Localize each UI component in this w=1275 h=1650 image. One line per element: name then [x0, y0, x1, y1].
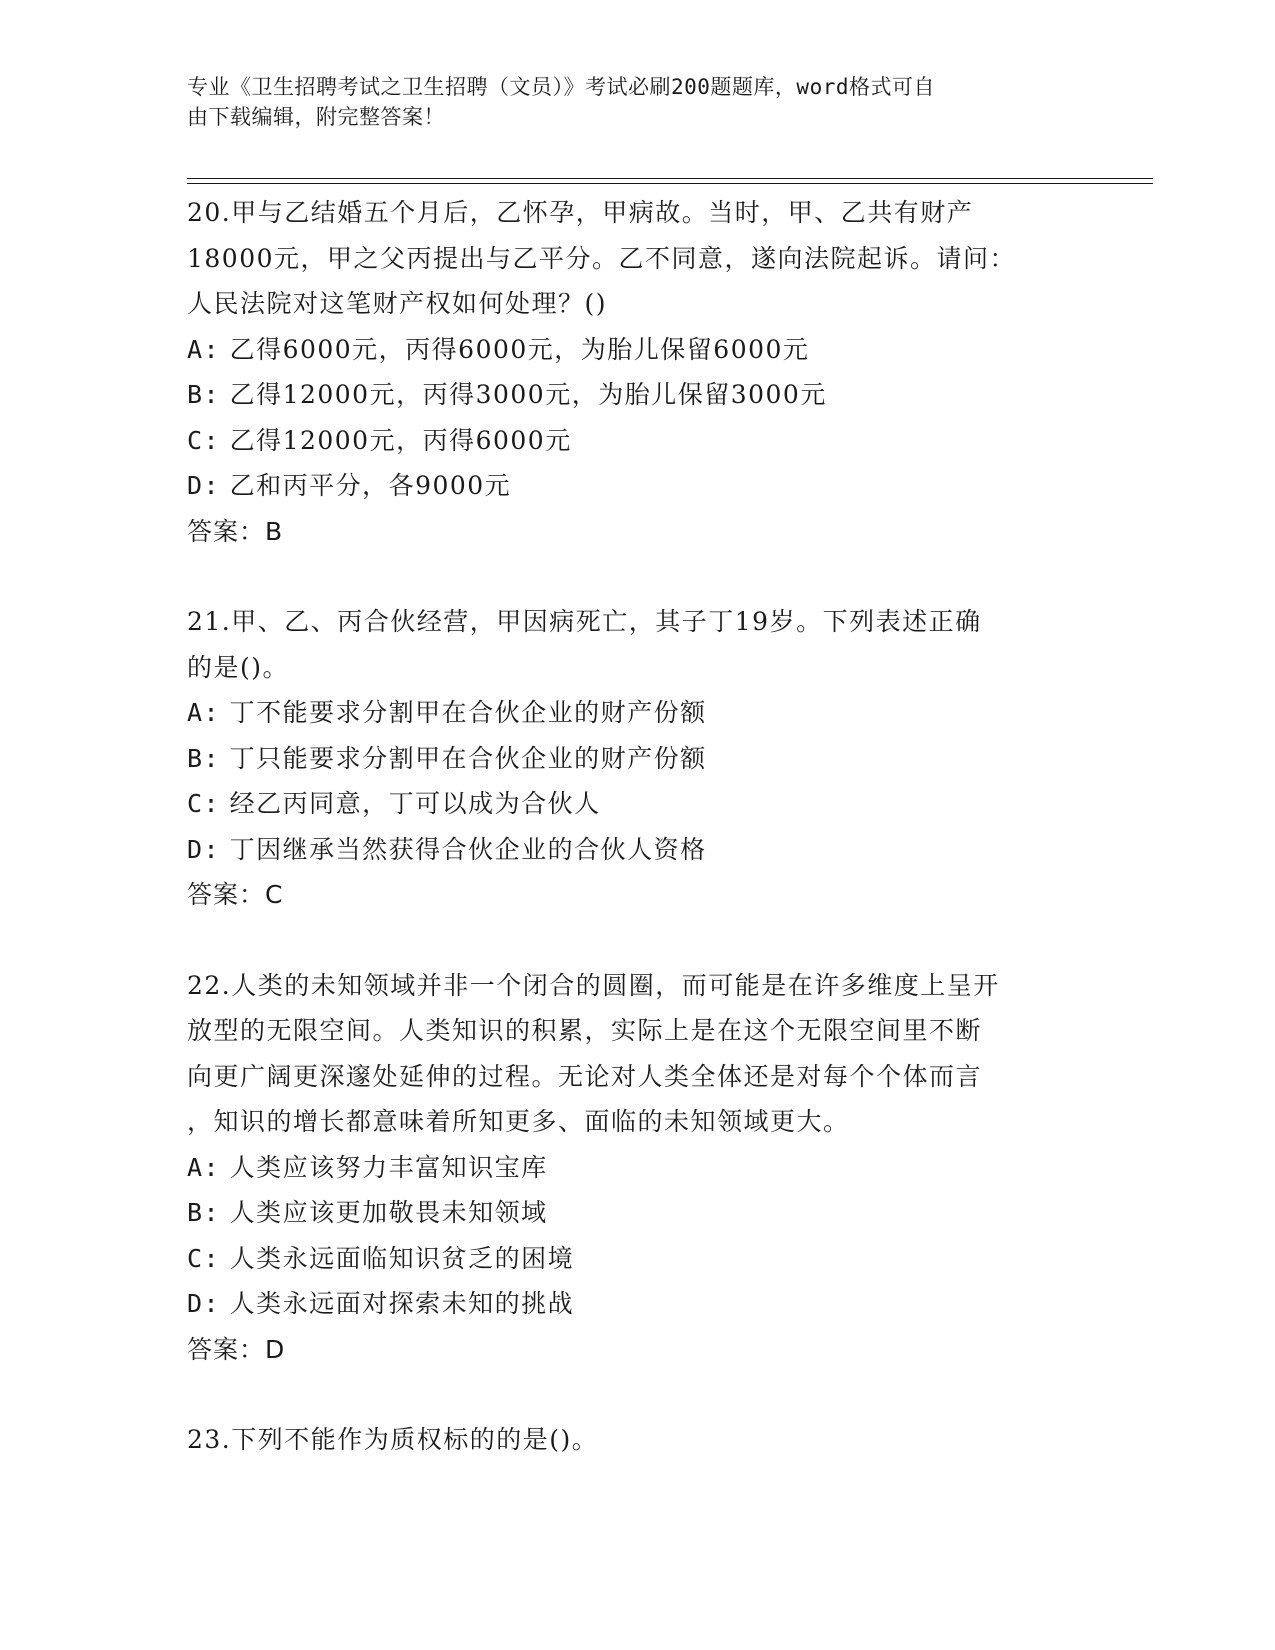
- option-d: D: 丁因继承当然获得合伙企业的合伙人资格: [187, 834, 707, 864]
- question-text-line: 23.下列不能作为质权标的的是()。: [187, 1425, 599, 1454]
- option-d: D: 人类永远面对探索未知的挑战: [187, 1289, 575, 1318]
- question-text-line: 18000元，甲之父丙提出与乙平分。乙不同意，遂向法院起诉。请问：: [187, 243, 1017, 273]
- header-divider-top: [187, 178, 1153, 179]
- header-divider-bottom: [187, 183, 1153, 184]
- document-header: [187, 72, 1067, 132]
- question-22: [187, 963, 1087, 1373]
- question-list: [187, 190, 1087, 1463]
- question-spacer: [187, 554, 1087, 599]
- option-a: A: 乙得6000元，丙得6000元，为胎儿保留6000元: [187, 334, 810, 364]
- question-21: [187, 599, 1087, 918]
- option-c: C: 人类永远面临知识贫乏的困境: [187, 1243, 575, 1273]
- option-d: D: 乙和丙平分，各9000元: [187, 471, 512, 500]
- question-text-line: ，知识的增长都意味着所知更多、面临的未知领域更大。: [187, 1107, 850, 1136]
- option-c: C: 经乙丙同意，丁可以成为合伙人: [187, 789, 601, 818]
- question-text-line: 的是()。: [187, 652, 290, 682]
- option-a: A: 丁不能要求分割甲在合伙企业的财产份额: [187, 698, 707, 727]
- option-a: A: 人类应该努力丰富知识宝库: [187, 1152, 548, 1182]
- question-20: [187, 190, 1087, 554]
- question-text-line: 20.甲与乙结婚五个月后，乙怀孕，甲病故。当时，甲、乙共有财产: [187, 198, 974, 227]
- question-text-line: 21.甲、乙、丙合伙经营，甲因病死亡，其子丁19岁。下列表述正确: [187, 607, 982, 636]
- question-text-line: 放型的无限空间。人类知识的积累，实际上是在这个无限空间里不断: [187, 1016, 983, 1045]
- answer-label: 答案：C: [187, 880, 284, 909]
- question-23: [187, 1417, 1087, 1463]
- question-text-line: 向更广阔更深邃处延伸的过程。无论对人类全体还是对每个个体而言: [187, 1061, 983, 1091]
- option-b: B: 乙得12000元，丙得3000元，为胎儿保留3000元: [187, 380, 827, 409]
- header-line-1: 专业《卫生招聘考试之卫生招聘（文员）》考试必刷200题题库，word格式可自: [187, 75, 935, 99]
- question-text-line: 人民法院对这笔财产权如何处理？(): [187, 289, 608, 318]
- question-spacer: [187, 1372, 1087, 1417]
- option-c: C: 乙得12000元，丙得6000元: [187, 425, 572, 455]
- question-spacer: [187, 918, 1087, 963]
- question-text-line: 22.人类的未知领域并非一个闭合的圆圈，而可能是在许多维度上呈开: [187, 970, 1000, 1000]
- answer-label: 答案：B: [187, 516, 284, 546]
- option-b: B: 丁只能要求分割甲在合伙企业的财产份额: [187, 743, 707, 773]
- header-line-2: 由下载编辑，附完整答案！: [187, 105, 445, 129]
- option-b: B: 人类应该更加敬畏未知领域: [187, 1198, 548, 1227]
- answer-label: 答案：D: [187, 1334, 286, 1364]
